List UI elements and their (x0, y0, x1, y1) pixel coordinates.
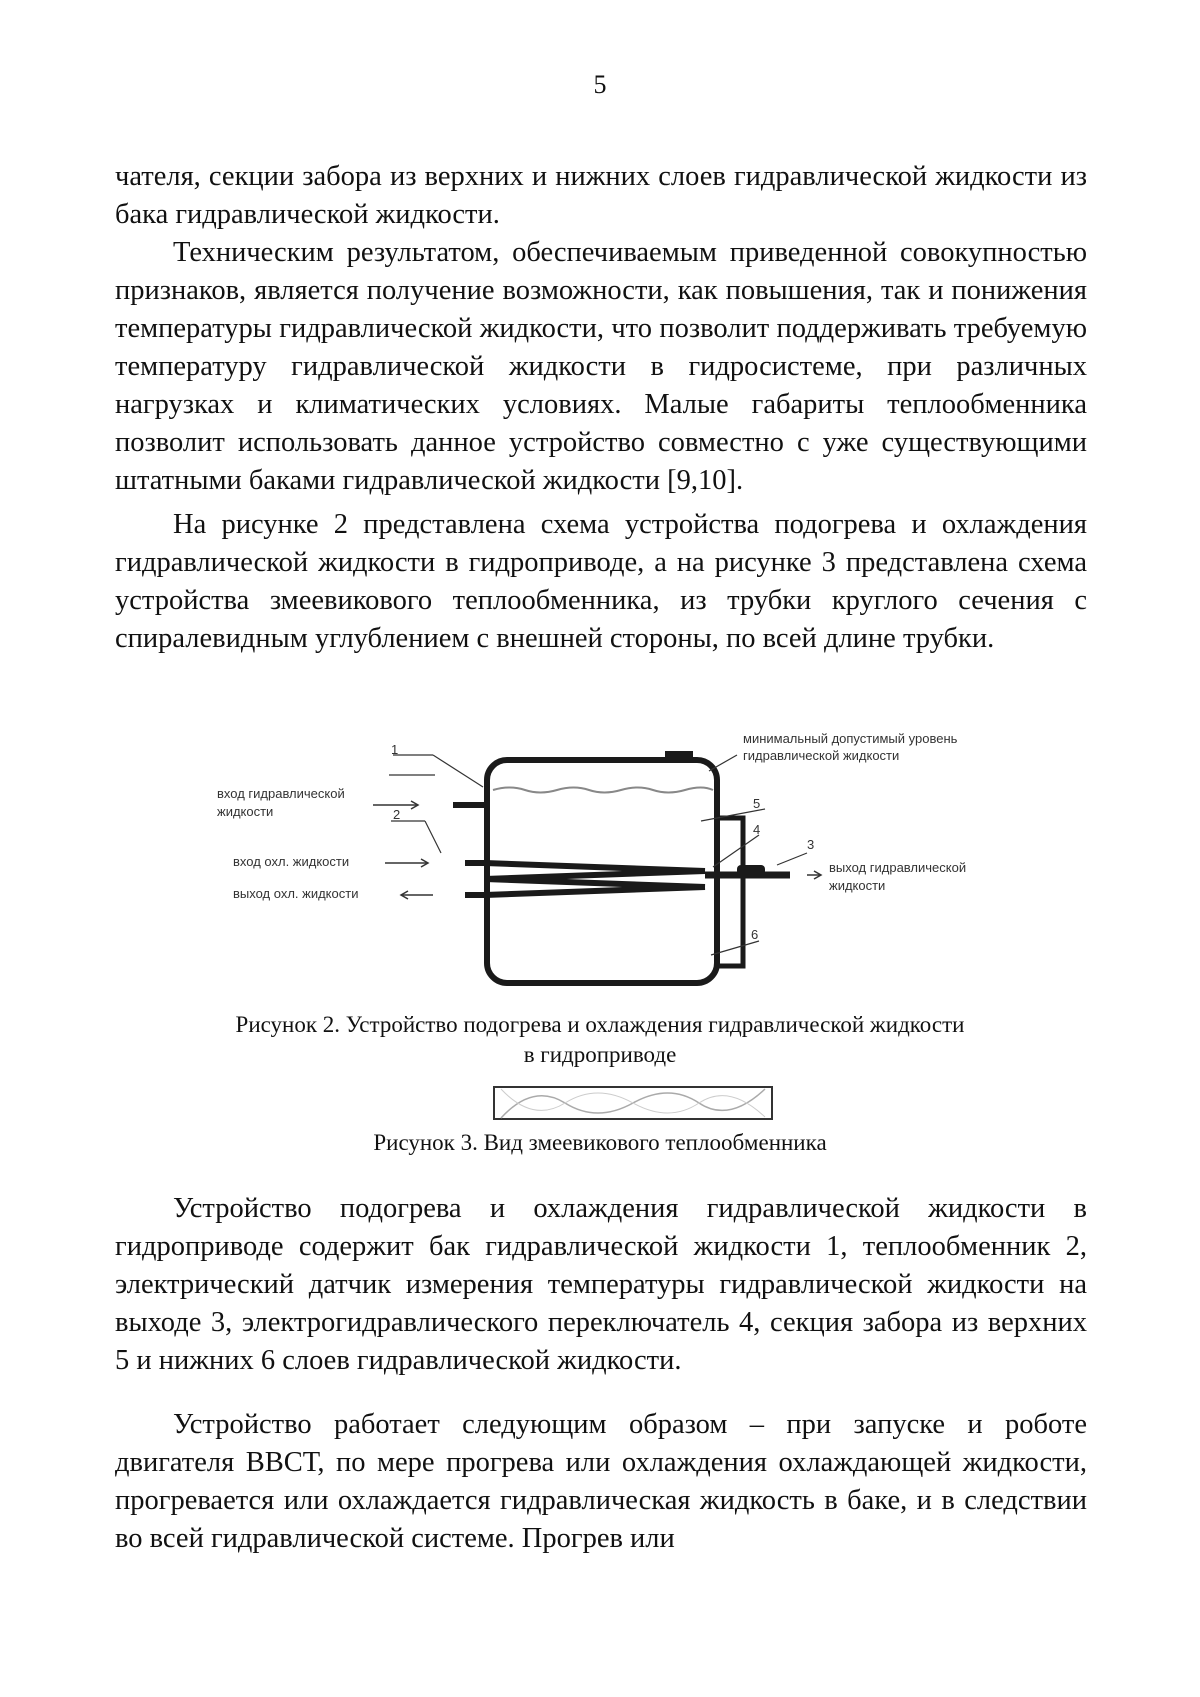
figure-2-diagram (217, 731, 1095, 1005)
label-5: 5 (753, 796, 761, 811)
paragraph-3: На рисунке 2 представлена схема устройства подогрева и охлаждения гидравлической жидкости в гидроприводе, а на рисунке 3 представлена схема устройства змеевикового теплообменника, из трубки круглого сечения с спиралевидным углублением с внешней стороны, по всей длине трубки. (115, 509, 1087, 654)
paragraph-2: Техническим результатом, обеспечиваемым приведенной совокупностью признаков, является получение возможности, как повышения, так и понижения температуры гидравлической жидкости, что позволит поддерживать требуемую температуру гидравлической жидкости в гидросистеме, при различных нагрузках и климатических условиях. Малые габариты теплообменника позволит использовать данное устройство совместно с уже существующими штатными баками гидравлической жидкости [9,10]. (115, 237, 1087, 496)
label-4: 4 (753, 822, 761, 837)
label-outlet-1: выход гидравлической (829, 860, 967, 875)
heat-exchanger-coil (465, 863, 705, 895)
label-min-level-2: гидравлической жидкости (743, 748, 900, 763)
page-number: 5 (593, 70, 607, 99)
figure-2-caption-line-2: в гидроприводе (523, 1042, 677, 1067)
figure-3-caption: Рисунок 3. Вид змеевикового теплообменника (373, 1130, 827, 1155)
label-1: 1 (391, 742, 399, 757)
label-6: 6 (751, 927, 759, 942)
label-outlet-2: жидкости (829, 878, 886, 893)
tank-cap (665, 751, 693, 761)
side-section (717, 818, 743, 966)
fluid-level-line (493, 788, 713, 793)
paragraph-1: чателя, секции забора из верхних и нижних слоев гидравлической жидкости из бака гидравлической жидкости. (115, 161, 1087, 230)
paragraph-4: Устройство подогрева и охлаждения гидравлической жидкости в гидроприводе содержит бак гидравлической жидкости 1, теплообменник 2, электрический датчик измерения температуры гидравлической жидкости на выходе 3, электрогидравлического переключатель 4, секция забора из верхних 5 и нижних 6 слоев гидравлической жидкости. (115, 1193, 1087, 1376)
label-coolant-out: выход охл. жидкости (233, 886, 359, 901)
label-inlet-1: вход гидравлической (217, 786, 345, 801)
label-inlet-2: жидкости (217, 804, 274, 819)
label-coolant-in: вход охл. жидкости (233, 854, 350, 869)
figure-3-tube-diagram (493, 1085, 773, 1121)
figure-2-caption-line-1: Рисунок 2. Устройство подогрева и охлаждения гидравлической жидкости (235, 1012, 965, 1037)
label-2: 2 (393, 807, 401, 822)
label-min-level-1: минимальный допустимый уровень (743, 731, 958, 746)
paragraph-5: Устройство работает следующим образом – при запуске и роботе двигателя ВВСТ, по мере прогрева или охлаждения охлаждающей жидкости, прогревается или охлаждается гидравлическая жидкость в баке, и в следствии во всей гидравлической системе. Прогрев или (115, 1409, 1087, 1554)
temperature-sensor (737, 865, 765, 875)
label-3: 3 (807, 837, 815, 852)
